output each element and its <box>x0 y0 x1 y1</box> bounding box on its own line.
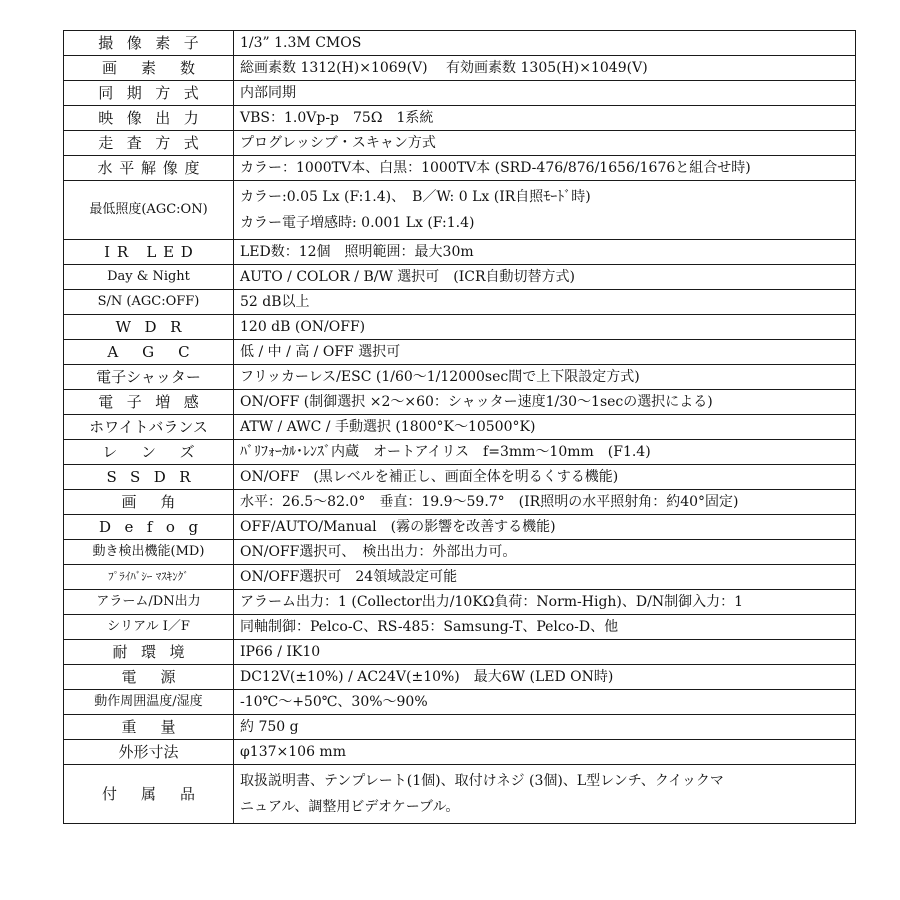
row-value-operating-temp: -10℃～+50℃、30%～90% <box>234 690 856 715</box>
row-label-privacy-masking: ﾌﾟﾗｲﾊﾞｼｰ ﾏｽｷﾝｸﾞ <box>64 565 234 590</box>
accessories-line-1: 取扱説明書、テンプレート(1個)、取付けネジ (3個)、L型レンチ、クイックマ <box>240 773 724 789</box>
row-value-motion-detection: ON/OFF選択可、 検出出力：外部出力可。 <box>234 540 856 565</box>
row-label-ir-led: IR LED <box>64 240 234 265</box>
row-label-serial-if: シリアル I／F <box>64 615 234 640</box>
row-label-weight: 重量 <box>64 715 234 740</box>
row-value-sn: 52 dB以上 <box>234 290 856 315</box>
min-illumination-line-1: カラー:0.05 Lx (F:1.4)、 B／W: 0 Lx (IR自照ﾓｰﾄﾞ時) <box>240 189 591 205</box>
table-row <box>64 56 856 81</box>
table-row <box>64 640 856 665</box>
row-value-serial-if: 同軸制御：Pelco-C、RS-485：Samsung-T、Pelco-D、他 <box>234 615 856 640</box>
row-label-electronic-sensitivity: 電子増感 <box>64 390 234 415</box>
table-row <box>64 365 856 390</box>
row-label-ssdr: SSDR <box>64 465 234 490</box>
row-value-horizontal-resolution: カラー：1000TV本、白黒：1000TV本 (SRD-476/876/1656/1676と組合せ時) <box>234 156 856 181</box>
row-label-dimensions: 外形寸法 <box>64 740 234 765</box>
row-value-dimensions: φ137×106 mm <box>234 740 856 765</box>
table-row <box>64 765 856 824</box>
row-label-agc: AGC <box>64 340 234 365</box>
table-row <box>64 490 856 515</box>
table-row <box>64 390 856 415</box>
table-row <box>64 131 856 156</box>
row-label-accessories: 付属品 <box>64 765 234 824</box>
row-value-wdr: 120 dB (ON/OFF) <box>234 315 856 340</box>
row-label-defog: Defog <box>64 515 234 540</box>
table-row <box>64 340 856 365</box>
row-value-defog: OFF/AUTO/Manual (霧の影響を改善する機能) <box>234 515 856 540</box>
table-row <box>64 740 856 765</box>
row-value-video-output: VBS：1.0Vp-p 75Ω 1系統 <box>234 106 856 131</box>
row-label-wdr: WDR <box>64 315 234 340</box>
table-row <box>64 240 856 265</box>
row-value-min-illumination <box>234 181 856 240</box>
table-row <box>64 31 856 56</box>
row-value-ir-led: LED数：12個 照明範囲：最大30m <box>234 240 856 265</box>
table-row <box>64 440 856 465</box>
row-value-electronic-sensitivity: ON/OFF (制御選択 ×2～×60：シャッター速度1/30～1secの選択による) <box>234 390 856 415</box>
row-value-accessories <box>234 765 856 824</box>
table-row <box>64 315 856 340</box>
row-label-angle-of-view: 画角 <box>64 490 234 515</box>
row-value-day-night: AUTO / COLOR / B/W 選択可 (ICR自動切替方式) <box>234 265 856 290</box>
row-label-min-illumination: 最低照度(AGC:ON) <box>64 181 234 240</box>
table-row <box>64 265 856 290</box>
row-value-alarm-dn-output: アラーム出力：1 (Collector出力/10KΩ負荷：Norm-High)、D/N制御入力：1 <box>234 590 856 615</box>
row-value-scan-method: プログレッシブ・スキャン方式 <box>234 131 856 156</box>
table-row <box>64 565 856 590</box>
row-value-privacy-masking: ON/OFF選択可 24領域設定可能 <box>234 565 856 590</box>
row-label-environment: 耐環境 <box>64 640 234 665</box>
table-row <box>64 81 856 106</box>
row-label-lens: レンズ <box>64 440 234 465</box>
row-label-white-balance: ホワイトバランス <box>64 415 234 440</box>
row-label-sync-method: 同期方式 <box>64 81 234 106</box>
row-label-pixel-count: 画素数 <box>64 56 234 81</box>
min-illumination-line-2: カラー電子増感時: 0.001 Lx (F:1.4) <box>240 215 475 231</box>
table-row <box>64 665 856 690</box>
row-value-image-sensor: 1/3” 1.3M CMOS <box>234 31 856 56</box>
row-label-scan-method: 走査方式 <box>64 131 234 156</box>
row-value-agc: 低 / 中 / 高 / OFF 選択可 <box>234 340 856 365</box>
row-value-white-balance: ATW / AWC / 手動選択 (1800°K～10500°K) <box>234 415 856 440</box>
table-row <box>64 290 856 315</box>
table-row <box>64 156 856 181</box>
table-row <box>64 181 856 240</box>
table-row <box>64 615 856 640</box>
table-row <box>64 590 856 615</box>
accessories-line-2: ニュアル、調整用ビデオケーブル。 <box>240 799 460 815</box>
table-row <box>64 465 856 490</box>
row-value-pixel-count: 総画素数 1312(H)×1069(V) 有効画素数 1305(H)×1049(V) <box>234 56 856 81</box>
row-label-image-sensor: 撮像素子 <box>64 31 234 56</box>
row-label-video-output: 映像出力 <box>64 106 234 131</box>
row-value-power: DC12V(±10%) / AC24V(±10%) 最大6W (LED ON時) <box>234 665 856 690</box>
table-row <box>64 540 856 565</box>
row-label-electronic-shutter: 電子シャッター <box>64 365 234 390</box>
row-value-angle-of-view: 水平：26.5～82.0° 垂直：19.9～59.7° (IR照明の水平照射角：約40°固定) <box>234 490 856 515</box>
row-value-electronic-shutter: フリッカーレス/ESC (1/60～1/12000sec間で上下限設定方式) <box>234 365 856 390</box>
row-label-motion-detection: 動き検出機能(MD) <box>64 540 234 565</box>
row-label-alarm-dn-output: アラーム/DN出力 <box>64 590 234 615</box>
spec-table <box>63 30 856 824</box>
row-label-sn: S/N (AGC:OFF) <box>64 290 234 315</box>
row-label-day-night: Day & Night <box>64 265 234 290</box>
row-label-power: 電源 <box>64 665 234 690</box>
row-label-horizontal-resolution: 水平解像度 <box>64 156 234 181</box>
row-value-lens: ﾊﾞﾘﾌｫｰｶﾙ･ﾚﾝｽﾞ内蔵 オートアイリス f=3mm～10mm (F1.4) <box>234 440 856 465</box>
table-row <box>64 515 856 540</box>
table-row <box>64 690 856 715</box>
row-label-operating-temp: 動作周囲温度/湿度 <box>64 690 234 715</box>
row-value-ssdr: ON/OFF (黒レベルを補正し、画面全体を明るくする機能) <box>234 465 856 490</box>
table-row <box>64 715 856 740</box>
row-value-weight: 約 750 g <box>234 715 856 740</box>
table-row <box>64 106 856 131</box>
row-value-environment: IP66 / IK10 <box>234 640 856 665</box>
table-row <box>64 415 856 440</box>
row-value-sync-method: 内部同期 <box>234 81 856 106</box>
